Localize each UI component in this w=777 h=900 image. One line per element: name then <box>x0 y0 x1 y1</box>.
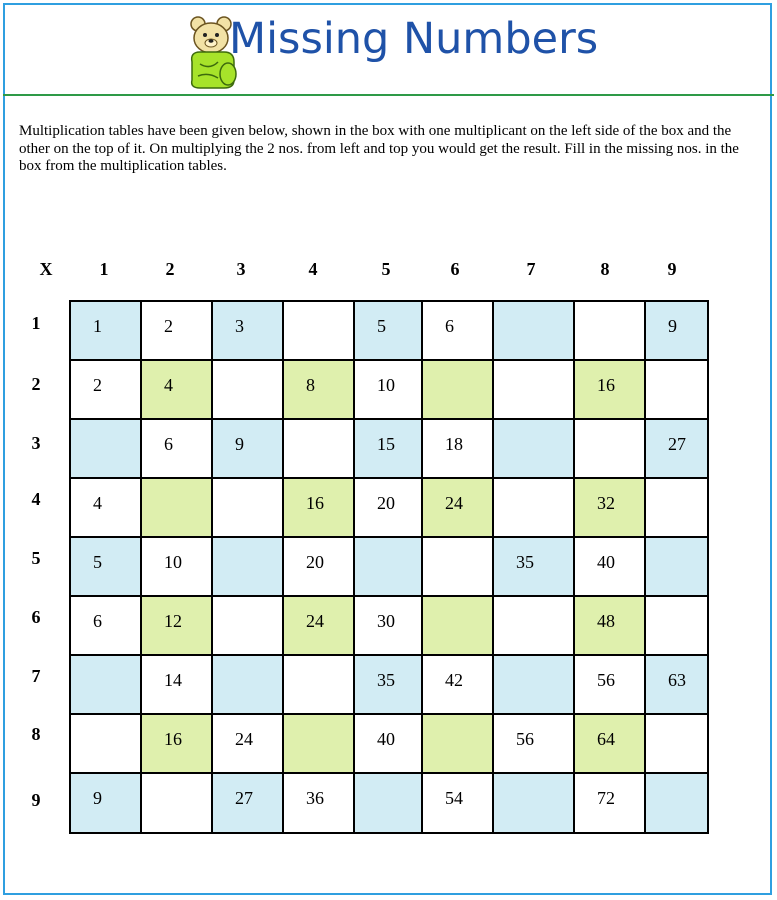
cell-value <box>142 774 211 809</box>
cell-value <box>213 479 282 514</box>
row-header: 2 <box>31 374 41 394</box>
product-cell <box>354 419 422 478</box>
cell-value <box>494 597 573 632</box>
table-row <box>70 773 708 833</box>
product-cell <box>70 773 141 833</box>
cell-value <box>646 715 707 750</box>
table-corner-label: X <box>39 259 53 279</box>
product-cell <box>283 478 354 537</box>
blank-cell[interactable] <box>422 537 493 596</box>
cell-value: 18 <box>445 434 463 454</box>
row-header: 3 <box>31 433 41 453</box>
blank-cell[interactable] <box>574 419 645 478</box>
blank-cell[interactable] <box>283 419 354 478</box>
instructions-text: Multiplication tables have been given below, shown in the box with one multiplicant on the left side of the box and the other on the top of it. On multiplying the 2 nos. from left and top you would get the result. Fill in the missing nos. in the box from the multiplication tables. <box>19 123 739 174</box>
blank-cell[interactable] <box>493 419 574 478</box>
product-cell <box>645 655 708 714</box>
cell-value <box>646 774 707 809</box>
column-header: 9 <box>667 259 677 279</box>
blank-cell[interactable] <box>354 773 422 833</box>
product-cell <box>354 714 422 773</box>
blank-cell[interactable] <box>283 301 354 360</box>
blank-cell[interactable] <box>212 655 283 714</box>
product-cell <box>141 537 212 596</box>
column-header: 7 <box>526 259 536 279</box>
cell-value: 6 <box>93 611 102 631</box>
cell-value: 35 <box>377 670 395 690</box>
product-cell <box>422 419 493 478</box>
cell-value: 56 <box>597 670 615 690</box>
cell-value <box>494 479 573 514</box>
cell-value: 2 <box>93 375 102 395</box>
cell-value: 1 <box>93 316 102 336</box>
cell-value <box>575 420 644 455</box>
cell-value: 20 <box>306 552 324 572</box>
product-cell <box>354 301 422 360</box>
cell-value: 12 <box>164 611 182 631</box>
cell-value <box>213 361 282 396</box>
cell-value <box>355 538 421 573</box>
cell-value: 16 <box>164 729 182 749</box>
blank-cell[interactable] <box>493 360 574 419</box>
cell-value: 35 <box>516 552 534 572</box>
blank-cell[interactable] <box>422 596 493 655</box>
cell-value: 6 <box>164 434 173 454</box>
blank-cell[interactable] <box>645 478 708 537</box>
column-header: 6 <box>450 259 460 279</box>
column-header: 5 <box>381 259 391 279</box>
cell-value <box>284 420 353 455</box>
row-header: 7 <box>31 666 41 686</box>
product-cell <box>574 537 645 596</box>
cell-value: 24 <box>445 493 463 513</box>
cell-value: 9 <box>235 434 244 454</box>
blank-cell[interactable] <box>493 655 574 714</box>
cell-value: 32 <box>597 493 615 513</box>
product-cell <box>422 478 493 537</box>
cell-value: 64 <box>597 729 615 749</box>
cell-value: 27 <box>235 788 253 808</box>
cell-value <box>423 538 492 573</box>
cell-value <box>284 656 353 691</box>
row-header: 1 <box>31 313 41 333</box>
cell-value <box>213 597 282 632</box>
blank-cell[interactable] <box>645 773 708 833</box>
table-row <box>70 655 708 714</box>
row-header: 9 <box>31 790 41 810</box>
product-cell <box>422 655 493 714</box>
cell-value <box>71 715 140 750</box>
blank-cell[interactable] <box>422 360 493 419</box>
product-cell <box>354 360 422 419</box>
blank-cell[interactable] <box>574 301 645 360</box>
cell-value: 24 <box>235 729 253 749</box>
blank-cell[interactable] <box>422 714 493 773</box>
cell-value: 10 <box>377 375 395 395</box>
table-row <box>70 537 708 596</box>
multiplication-grid <box>69 300 709 834</box>
product-cell <box>141 360 212 419</box>
cell-value: 20 <box>377 493 395 513</box>
cell-value: 9 <box>668 316 677 336</box>
cell-value: 14 <box>164 670 182 690</box>
cell-value <box>355 774 421 809</box>
blank-cell[interactable] <box>141 773 212 833</box>
product-cell <box>645 419 708 478</box>
cell-value <box>494 361 573 396</box>
product-cell <box>354 655 422 714</box>
product-cell <box>70 596 141 655</box>
cell-value <box>494 774 573 809</box>
cell-value: 6 <box>445 316 454 336</box>
cell-value <box>284 715 353 750</box>
cell-value <box>494 302 573 337</box>
cell-value <box>423 715 492 750</box>
cell-value: 40 <box>597 552 615 572</box>
cell-value <box>213 656 282 691</box>
blank-cell[interactable] <box>645 360 708 419</box>
cell-value: 3 <box>235 316 244 336</box>
product-cell <box>493 537 574 596</box>
product-cell <box>354 478 422 537</box>
cell-value: 9 <box>93 788 102 808</box>
product-cell <box>212 714 283 773</box>
cell-value: 56 <box>516 729 534 749</box>
cell-value: 5 <box>93 552 102 572</box>
product-cell <box>70 301 141 360</box>
table-row <box>70 419 708 478</box>
product-cell <box>70 478 141 537</box>
cell-value <box>213 538 282 573</box>
cell-value: 10 <box>164 552 182 572</box>
row-header: 5 <box>31 548 41 568</box>
blank-cell[interactable] <box>493 301 574 360</box>
product-cell <box>574 360 645 419</box>
blank-cell[interactable] <box>212 360 283 419</box>
cell-value: 36 <box>306 788 324 808</box>
cell-value: 16 <box>306 493 324 513</box>
product-cell <box>645 301 708 360</box>
cell-value <box>142 479 211 514</box>
product-cell <box>212 301 283 360</box>
product-cell <box>141 655 212 714</box>
blank-cell[interactable] <box>70 655 141 714</box>
blank-cell[interactable] <box>70 714 141 773</box>
blank-cell[interactable] <box>283 655 354 714</box>
product-cell <box>283 773 354 833</box>
cell-value: 42 <box>445 670 463 690</box>
product-cell <box>283 537 354 596</box>
cell-value <box>71 656 140 691</box>
product-cell <box>422 301 493 360</box>
blank-cell[interactable] <box>212 596 283 655</box>
blank-cell[interactable] <box>354 537 422 596</box>
column-header: 3 <box>236 259 246 279</box>
row-header: 4 <box>31 489 41 509</box>
cell-value: 40 <box>377 729 395 749</box>
cell-value: 8 <box>306 375 315 395</box>
blank-cell[interactable] <box>283 714 354 773</box>
page-title: Missing Numbers <box>229 14 599 64</box>
table-row <box>70 714 708 773</box>
cell-value: 48 <box>597 611 615 631</box>
cell-value <box>494 420 573 455</box>
cell-value <box>423 361 492 396</box>
table-row <box>70 478 708 537</box>
cell-value <box>423 597 492 632</box>
blank-cell[interactable] <box>493 773 574 833</box>
cell-value <box>71 420 140 455</box>
product-cell <box>141 714 212 773</box>
cell-value: 27 <box>668 434 686 454</box>
table-row <box>70 596 708 655</box>
product-cell <box>212 419 283 478</box>
row-header: 8 <box>31 724 41 744</box>
table-row <box>70 301 708 360</box>
cell-value: 5 <box>377 316 386 336</box>
cell-value <box>646 361 707 396</box>
cell-value <box>284 302 353 337</box>
product-cell <box>141 419 212 478</box>
cell-value: 54 <box>445 788 463 808</box>
cell-value: 63 <box>668 670 686 690</box>
product-cell <box>574 773 645 833</box>
column-header: 2 <box>165 259 175 279</box>
product-cell <box>574 596 645 655</box>
column-header: 1 <box>99 259 109 279</box>
blank-cell[interactable] <box>493 478 574 537</box>
blank-cell[interactable] <box>645 596 708 655</box>
cell-value <box>575 302 644 337</box>
blank-cell[interactable] <box>493 596 574 655</box>
cell-value: 4 <box>164 375 173 395</box>
cell-value: 72 <box>597 788 615 808</box>
product-cell <box>574 655 645 714</box>
product-cell <box>422 773 493 833</box>
product-cell <box>493 714 574 773</box>
product-cell <box>141 596 212 655</box>
row-header: 6 <box>31 607 41 627</box>
product-cell <box>141 301 212 360</box>
cell-value <box>646 479 707 514</box>
product-cell <box>574 478 645 537</box>
cell-value <box>494 656 573 691</box>
column-header: 8 <box>600 259 610 279</box>
product-cell <box>283 360 354 419</box>
header-divider <box>3 94 774 96</box>
blank-cell[interactable] <box>70 419 141 478</box>
cell-value: 15 <box>377 434 395 454</box>
cell-value <box>646 597 707 632</box>
cell-value: 4 <box>93 493 102 513</box>
product-cell <box>283 596 354 655</box>
cell-value <box>646 538 707 573</box>
blank-cell[interactable] <box>212 478 283 537</box>
cell-value: 30 <box>377 611 395 631</box>
blank-cell[interactable] <box>645 537 708 596</box>
cell-value: 2 <box>164 316 173 336</box>
product-cell <box>70 537 141 596</box>
product-cell <box>354 596 422 655</box>
blank-cell[interactable] <box>645 714 708 773</box>
blank-cell[interactable] <box>212 537 283 596</box>
cell-value: 16 <box>597 375 615 395</box>
product-cell <box>212 773 283 833</box>
table-row <box>70 360 708 419</box>
product-cell <box>574 714 645 773</box>
blank-cell[interactable] <box>141 478 212 537</box>
cell-value: 24 <box>306 611 324 631</box>
column-header: 4 <box>308 259 318 279</box>
product-cell <box>70 360 141 419</box>
